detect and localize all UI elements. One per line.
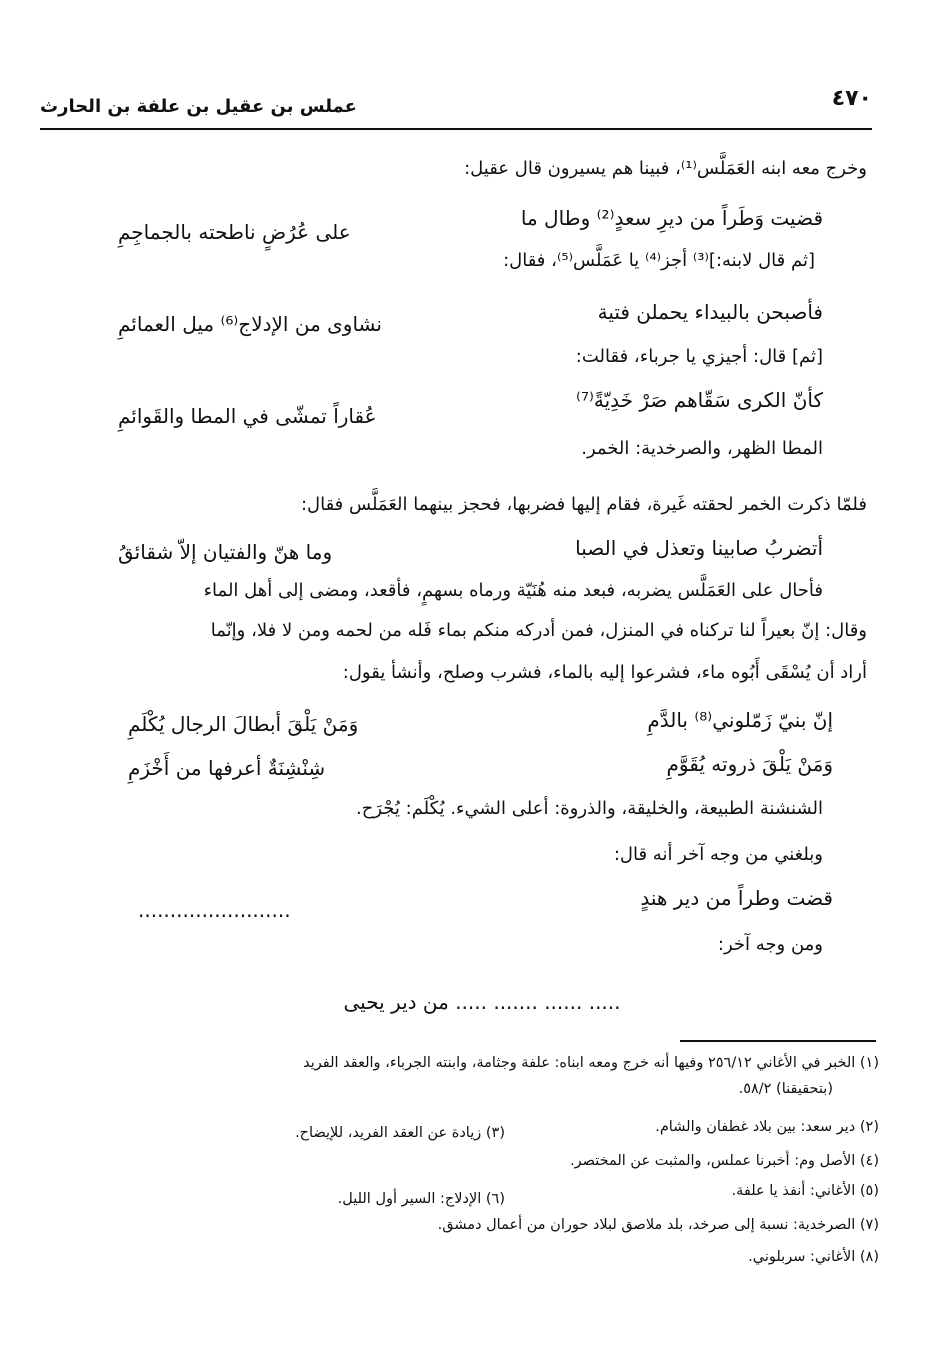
verse-first-hemistich: فأصبحن بالبيداء يحملن فتية (597, 300, 823, 324)
paragraph: أراد أن يُسْقَى أَبُوه ماء، فشرعوا إليه بالماء، فشرب وصلح، وأنشأ يقول: (342, 662, 867, 683)
verse-second-hemistich: وما هنّ والفتيان إلاّ شقائقُ (118, 540, 333, 564)
paragraph: فأحال على العَمَلَّس يضربه، فبعد منه هُنَيّة ورماه بسهمٍ، فأقعد، ومضى إلى أهل الماء (203, 580, 823, 601)
footnote: (٤) الأصل وم: أخبرنا عملس، والمثبت عن المختصر. (570, 1153, 879, 1169)
paragraph: [ثم قال لابنه:]⁽³⁾ أجز⁽⁴⁾ يا عَمَلَّس⁽⁵⁾، فقال: (503, 250, 815, 271)
running-title: عملس بن عقيل بن علفة بن الحارث (40, 96, 357, 117)
verse-first-hemistich: إنّ بنيّ زَمّلوني⁽⁸⁾ بالدَّمِ (647, 708, 833, 732)
footnote: (٨) الأغاني: سربلوني. (748, 1249, 879, 1265)
verse-second-hemistich: على عُرُضٍ ناطحته بالجماجِمِ (118, 220, 351, 244)
paragraph: الشنشنة الطبيعة، والخليقة، والذروة: أعلى الشيء. يُكْلَم: يُجْرَح. (356, 798, 823, 819)
verse-second-hemistich: ........................ (138, 898, 291, 922)
footnote: (٢) دير سعد: بين بلاد غطفان والشام. (655, 1119, 879, 1135)
paragraph: وخرج معه ابنه العَمَلَّس⁽¹⁾، فبينا هم يسيرون قال عقيل: (464, 158, 867, 179)
paragraph: ومن وجه آخر: (717, 934, 823, 955)
verse-first-hemistich: وَمَنْ يَلْقَ ذروته يُقَوَّمِ (666, 752, 833, 776)
verse-second-hemistich: وَمَنْ يَلْقَ أبطالَ الرجال يُكْلَمِ (128, 712, 359, 736)
verse-second-hemistich: نشاوى من الإدلاج⁽⁶⁾ ميل العمائمِ (118, 312, 382, 336)
verse-first-hemistich: أتضربُ صابينا وتعذل في الصبا (575, 536, 823, 560)
footnote: (٧) الصرخدية: نسبة إلى صرخد، بلد ملاصق لبلاد حوران من أعمال دمشق. (437, 1217, 879, 1233)
header-rule (40, 128, 872, 130)
footnote: (٦) الإدلاج: السير أول الليل. (337, 1191, 505, 1207)
paragraph: [ثم] قال: أجيزي يا جرباء، فقالت: (575, 346, 823, 367)
footnote-rule (680, 1040, 876, 1042)
footnote: (٣) زيادة عن العقد الفريد، للإيضاح. (295, 1125, 505, 1141)
verse-first-hemistich: كأنّ الكرى سَقّاهم صَرْ خَدِيّةً⁽⁷⁾ (576, 388, 823, 412)
verse-fragment: ..... ...... ....... ..... من دير يحيى (343, 990, 621, 1014)
verse-second-hemistich: شِنْشِنَةٌ أعرفها من أَخْزَمِ (128, 756, 326, 780)
footnote: (١) الخبر في الأغاني ٢٥٦/١٢ وفيها أنه خرج ومعه ابناه: علفة وجثامة، وابنته الجرباء، والعقد الفريد (303, 1055, 879, 1071)
paragraph: فلمّا ذكرت الخمر لحقته غَيرة، فقام إليها فضربها، فحجز بينهما العَمَلَّس فقال: (300, 494, 867, 515)
verse-first-hemistich: قضيت وَطَراً من ديرِ سعدٍ⁽²⁾ وطال ما (520, 206, 823, 230)
paragraph: المطا الظهر، والصرخدية: الخمر. (581, 438, 823, 459)
footnote: (بتحقيقنا) ٥٨/٢. (738, 1081, 833, 1097)
paragraph: وقال: إنّ بعيراً لنا تركناه في المنزل، فمن أدركه منكم بماء فَله من لحمه ومن لا فلا، وإنّما (210, 620, 867, 641)
paragraph: وبلغني من وجه آخر أنه قال: (613, 844, 823, 865)
page-number: ٤٧٠ (831, 86, 872, 111)
verse-first-hemistich: قضت وطراً من دير هندٍ (640, 886, 833, 910)
footnote: (٥) الأغاني: أنفذ يا علفة. (731, 1183, 879, 1199)
verse-second-hemistich: عُقاراً تمشّى في المطا والقَوائمِ (118, 404, 377, 428)
